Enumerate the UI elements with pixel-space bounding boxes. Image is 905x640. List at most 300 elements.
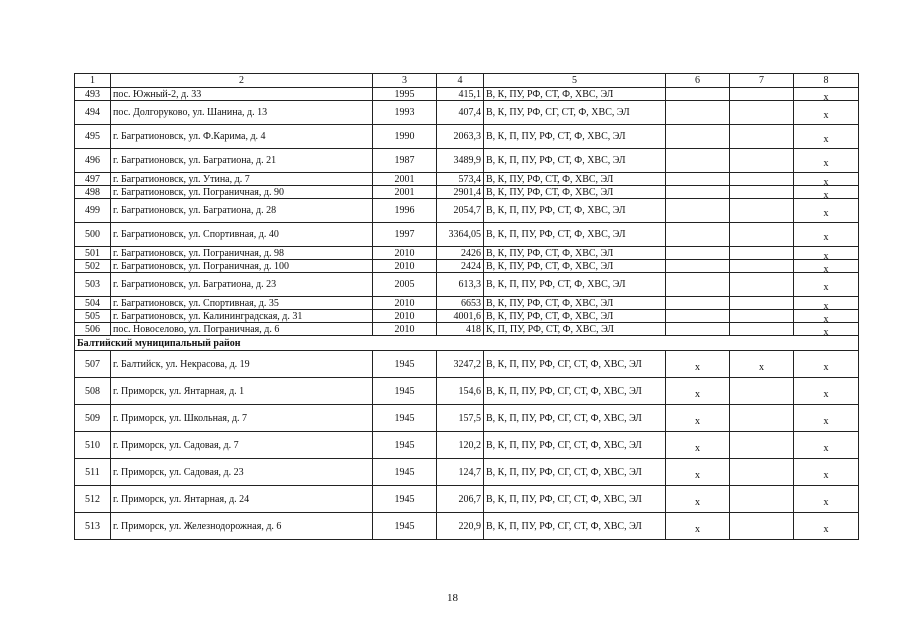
col6-mark: х	[695, 442, 700, 454]
column-header-8: 8	[794, 74, 859, 88]
row-number: 497	[85, 173, 100, 185]
build-year-cell	[373, 101, 437, 125]
address-cell	[111, 125, 373, 149]
area-cell	[437, 297, 484, 310]
works-list: В, К, ПУ, РФ, СТ, Ф, ХВС, ЭЛ	[486, 186, 614, 198]
address: г. Багратионовск, ул. Калининградская, д. 31	[113, 310, 303, 322]
col7-mark-cell	[730, 297, 794, 310]
address-cell	[111, 310, 373, 323]
row-number-cell	[75, 323, 111, 336]
works-list-cell	[484, 247, 666, 260]
row-number-cell	[75, 101, 111, 125]
row-number: 512	[85, 493, 100, 505]
col6-mark-cell	[666, 149, 730, 173]
address-cell	[111, 260, 373, 273]
area: 4001,6	[453, 310, 481, 322]
col6-mark-cell	[666, 351, 730, 378]
area-cell	[437, 101, 484, 125]
col8-mark-cell	[794, 125, 859, 149]
address: г. Багратионовск, ул. Ф.Карима, д. 4	[113, 131, 266, 142]
works-list-cell	[484, 459, 666, 486]
works-list-cell	[484, 125, 666, 149]
col7-mark-cell	[730, 173, 794, 186]
area: 2901,4	[453, 186, 481, 198]
row-number: 501	[85, 247, 100, 259]
area-cell	[437, 223, 484, 247]
works-list: В, К, П, ПУ, РФ, СГ, СТ, Ф, ХВС, ЭЛ	[486, 466, 642, 478]
col8-mark: х	[823, 313, 829, 323]
area-cell	[437, 247, 484, 260]
area-cell	[437, 351, 484, 378]
col6-mark-cell	[666, 260, 730, 273]
row-number: 507	[85, 358, 100, 370]
address-cell	[111, 223, 373, 247]
col8-mark: х	[823, 232, 829, 243]
area-cell	[437, 310, 484, 323]
col6-mark-cell	[666, 297, 730, 310]
area: 573,4	[458, 173, 481, 185]
col8-mark: х	[823, 496, 829, 508]
row-number: 503	[85, 279, 100, 290]
table-row	[75, 486, 859, 513]
col8-mark-cell	[794, 199, 859, 223]
address: г. Приморск, ул. Янтарная, д. 1	[113, 385, 245, 397]
area: 3247,2	[453, 358, 481, 370]
table-row	[75, 223, 859, 247]
row-number: 495	[85, 131, 100, 142]
col6-mark-cell	[666, 125, 730, 149]
build-year: 2010	[394, 297, 415, 309]
address-cell	[111, 186, 373, 199]
works-list-cell	[484, 432, 666, 459]
area: 2054,7	[453, 205, 481, 216]
address: г. Приморск, ул. Железнодорожная, д. 6	[113, 520, 282, 532]
works-list: В, К, П, ПУ, РФ, СТ, Ф, ХВС, ЭЛ	[486, 205, 626, 216]
build-year: 1993	[394, 107, 415, 118]
area: 3364,05	[448, 229, 481, 240]
row-number-cell	[75, 486, 111, 513]
col7-mark-cell	[730, 88, 794, 101]
address: г. Приморск, ул. Школьная, д. 7	[113, 412, 248, 424]
build-year-cell	[373, 310, 437, 323]
area: 124,7	[458, 466, 481, 478]
works-list: В, К, ПУ, РФ, СТ, Ф, ХВС, ЭЛ	[486, 310, 614, 322]
works-list-cell	[484, 405, 666, 432]
works-list: В, К, ПУ, РФ, СТ, Ф, ХВС, ЭЛ	[486, 88, 614, 100]
area-cell	[437, 125, 484, 149]
col8-mark-cell	[794, 149, 859, 173]
area: 3489,9	[453, 155, 481, 166]
area: 2063,3	[453, 131, 481, 142]
build-year-cell	[373, 459, 437, 486]
col6-mark-cell	[666, 486, 730, 513]
build-year-cell	[373, 173, 437, 186]
area-cell	[437, 432, 484, 459]
address-cell	[111, 513, 373, 540]
works-list: В, К, П, ПУ, РФ, СГ, СТ, Ф, ХВС, ЭЛ	[486, 385, 642, 397]
address-cell	[111, 432, 373, 459]
build-year: 2001	[394, 173, 415, 185]
col7-mark-cell	[730, 378, 794, 405]
address-cell	[111, 297, 373, 310]
col7-mark-cell	[730, 513, 794, 540]
address: г. Приморск, ул. Садовая, д. 7	[113, 439, 239, 451]
area: 206,7	[458, 493, 481, 505]
works-list: В, К, ПУ, РФ, СТ, Ф, ХВС, ЭЛ	[486, 260, 614, 272]
column-header-7: 7	[730, 74, 794, 88]
col8-mark-cell	[794, 260, 859, 273]
row-number-cell	[75, 149, 111, 173]
col6-mark-cell	[666, 378, 730, 405]
col6-mark-cell	[666, 459, 730, 486]
works-list-cell	[484, 323, 666, 336]
table-row	[75, 273, 859, 297]
col7-mark-cell	[730, 223, 794, 247]
build-year: 2005	[394, 279, 415, 290]
row-number-cell	[75, 310, 111, 323]
works-list-cell	[484, 173, 666, 186]
address-cell	[111, 459, 373, 486]
build-year-cell	[373, 432, 437, 459]
column-header-3: 3	[373, 74, 437, 88]
table-row	[75, 260, 859, 273]
row-number: 508	[85, 385, 100, 397]
address: г. Приморск, ул. Садовая, д. 23	[113, 466, 244, 478]
col6-mark: х	[695, 388, 700, 400]
area-cell	[437, 486, 484, 513]
col8-mark: х	[823, 263, 829, 273]
build-year: 2001	[394, 186, 415, 198]
address: г. Багратионовск, ул. Спортивная, д. 35	[113, 297, 279, 309]
build-year: 1996	[394, 205, 415, 216]
address: г. Багратионовск, ул. Пограничная, д. 100	[113, 260, 289, 272]
col8-mark: х	[823, 361, 829, 373]
works-list: В, К, ПУ, РФ, СТ, Ф, ХВС, ЭЛ	[486, 297, 614, 309]
col8-mark-cell	[794, 459, 859, 486]
address-cell	[111, 323, 373, 336]
col7-mark-cell	[730, 351, 794, 378]
area-cell	[437, 273, 484, 297]
row-number-cell	[75, 223, 111, 247]
col7-mark-cell	[730, 149, 794, 173]
col6-mark-cell	[666, 405, 730, 432]
area-cell	[437, 88, 484, 101]
col8-mark: х	[823, 110, 829, 121]
build-year: 1997	[394, 229, 415, 240]
table-body	[75, 74, 859, 540]
works-list: К, П, ПУ, РФ, СТ, Ф, ХВС, ЭЛ	[486, 323, 614, 335]
area: 415,1	[458, 88, 481, 100]
build-year: 1945	[394, 493, 415, 505]
address-cell	[111, 378, 373, 405]
column-header-2: 2	[111, 74, 373, 88]
build-year-cell	[373, 223, 437, 247]
col6-mark-cell	[666, 186, 730, 199]
area: 2424	[461, 260, 481, 272]
col8-mark-cell	[794, 273, 859, 297]
col7-mark-cell	[730, 310, 794, 323]
area: 120,2	[458, 439, 481, 451]
table-row	[75, 323, 859, 336]
col7-mark-cell	[730, 459, 794, 486]
col6-mark-cell	[666, 432, 730, 459]
address: г. Балтийск, ул. Некрасова, д. 19	[113, 358, 250, 370]
col6-mark: х	[695, 415, 700, 427]
col6-mark: х	[695, 523, 700, 535]
address: пос. Южный-2, д. 33	[113, 88, 202, 100]
area-cell	[437, 149, 484, 173]
table-row	[75, 101, 859, 125]
address: пос. Новоселово, ул. Пограничная, д. 6	[113, 323, 280, 335]
area: 613,3	[458, 279, 481, 290]
housing-register-table	[74, 73, 859, 540]
table-row	[75, 378, 859, 405]
build-year-cell	[373, 125, 437, 149]
build-year-cell	[373, 486, 437, 513]
col7-mark-cell	[730, 101, 794, 125]
col6-mark-cell	[666, 223, 730, 247]
build-year: 2010	[394, 260, 415, 272]
works-list: В, К, П, ПУ, РФ, СТ, Ф, ХВС, ЭЛ	[486, 229, 626, 240]
address-cell	[111, 149, 373, 173]
works-list-cell	[484, 273, 666, 297]
address: г. Багратионовск, ул. Багратиона, д. 21	[113, 155, 277, 166]
row-number: 505	[85, 310, 100, 322]
col8-mark-cell	[794, 247, 859, 260]
works-list: В, К, ПУ, РФ, СТ, Ф, ХВС, ЭЛ	[486, 173, 614, 185]
col8-mark: х	[823, 158, 829, 169]
col7-mark-cell	[730, 432, 794, 459]
row-number: 500	[85, 229, 100, 240]
table-row	[75, 247, 859, 260]
area-cell	[437, 405, 484, 432]
works-list: В, К, П, ПУ, РФ, СТ, Ф, ХВС, ЭЛ	[486, 155, 626, 166]
section-title: Балтийский муниципальный район	[75, 336, 859, 351]
table-row	[75, 310, 859, 323]
build-year: 1945	[394, 358, 415, 370]
works-list-cell	[484, 186, 666, 199]
row-number: 506	[85, 323, 100, 335]
col8-mark: х	[823, 388, 829, 400]
col7-mark-cell	[730, 260, 794, 273]
col8-mark-cell	[794, 88, 859, 101]
table-row	[75, 432, 859, 459]
address: пос. Долгоруково, ул. Шанина, д. 13	[113, 107, 268, 118]
address: г. Багратионовск, ул. Спортивная, д. 40	[113, 229, 279, 240]
col8-mark-cell	[794, 378, 859, 405]
row-number-cell	[75, 351, 111, 378]
col8-mark-cell	[794, 351, 859, 378]
build-year: 1987	[394, 155, 415, 166]
works-list: В, К, П, ПУ, РФ, СГ, СТ, Ф, ХВС, ЭЛ	[486, 358, 642, 370]
table-row	[75, 149, 859, 173]
works-list-cell	[484, 260, 666, 273]
table-row	[75, 459, 859, 486]
build-year-cell	[373, 260, 437, 273]
build-year: 1945	[394, 520, 415, 532]
row-number-cell	[75, 173, 111, 186]
table-row	[75, 173, 859, 186]
col7-mark-cell	[730, 125, 794, 149]
build-year: 2010	[394, 323, 415, 335]
col8-mark: х	[823, 300, 829, 310]
build-year-cell	[373, 149, 437, 173]
works-list-cell	[484, 378, 666, 405]
build-year: 1945	[394, 466, 415, 478]
col8-mark-cell	[794, 486, 859, 513]
col8-mark-cell	[794, 310, 859, 323]
col6-mark: х	[695, 469, 700, 481]
works-list-cell	[484, 351, 666, 378]
row-number: 499	[85, 205, 100, 216]
address-cell	[111, 88, 373, 101]
address: г. Багратионовск, ул. Багратиона, д. 28	[113, 205, 277, 216]
works-list-cell	[484, 513, 666, 540]
col8-mark: х	[823, 176, 829, 186]
area: 407,4	[458, 107, 481, 118]
col7-mark-cell	[730, 323, 794, 336]
row-number: 509	[85, 412, 100, 424]
row-number-cell	[75, 273, 111, 297]
address-cell	[111, 101, 373, 125]
row-number-cell	[75, 186, 111, 199]
build-year-cell	[373, 378, 437, 405]
col8-mark-cell	[794, 405, 859, 432]
works-list-cell	[484, 223, 666, 247]
row-number-cell	[75, 459, 111, 486]
address: г. Багратионовск, ул. Пограничная, д. 90	[113, 186, 284, 198]
col8-mark: х	[823, 208, 829, 219]
row-number-cell	[75, 125, 111, 149]
area: 157,5	[458, 412, 481, 424]
works-list: В, К, П, ПУ, РФ, СТ, Ф, ХВС, ЭЛ	[486, 279, 626, 290]
col6-mark-cell	[666, 101, 730, 125]
works-list-cell	[484, 486, 666, 513]
area-cell	[437, 260, 484, 273]
col8-mark: х	[823, 250, 829, 260]
address-cell	[111, 351, 373, 378]
column-header-1: 1	[75, 74, 111, 88]
col7-mark: х	[759, 361, 764, 373]
works-list: В, К, П, ПУ, РФ, СГ, СТ, Ф, ХВС, ЭЛ	[486, 439, 642, 451]
row-number: 510	[85, 439, 100, 451]
col8-mark: х	[823, 415, 829, 427]
col8-mark-cell	[794, 101, 859, 125]
col8-mark-cell	[794, 223, 859, 247]
address: г. Багратионовск, ул. Пограничная, д. 98	[113, 247, 284, 259]
address-cell	[111, 273, 373, 297]
works-list-cell	[484, 88, 666, 101]
col7-mark-cell	[730, 273, 794, 297]
col6-mark-cell	[666, 199, 730, 223]
col7-mark-cell	[730, 186, 794, 199]
area-cell	[437, 459, 484, 486]
column-number-header-row	[75, 74, 859, 88]
build-year-cell	[373, 297, 437, 310]
build-year-cell	[373, 513, 437, 540]
works-list: В, К, ПУ, РФ, СГ, СТ, Ф, ХВС, ЭЛ	[486, 107, 630, 118]
col6-mark: х	[695, 361, 700, 373]
col8-mark: х	[823, 326, 829, 336]
area: 220,9	[458, 520, 481, 532]
build-year: 2010	[394, 247, 415, 259]
table-row	[75, 405, 859, 432]
col8-mark-cell	[794, 186, 859, 199]
col8-mark-cell	[794, 513, 859, 540]
area-cell	[437, 513, 484, 540]
works-list-cell	[484, 101, 666, 125]
col8-mark: х	[823, 189, 829, 199]
works-list: В, К, П, ПУ, РФ, СТ, Ф, ХВС, ЭЛ	[486, 131, 626, 142]
col7-mark-cell	[730, 405, 794, 432]
address-cell	[111, 247, 373, 260]
col6-mark: х	[695, 496, 700, 508]
build-year: 1945	[394, 385, 415, 397]
area-cell	[437, 199, 484, 223]
row-number: 502	[85, 260, 100, 272]
build-year-cell	[373, 323, 437, 336]
col7-mark-cell	[730, 247, 794, 260]
table-row	[75, 351, 859, 378]
area: 154,6	[458, 385, 481, 397]
col8-mark: х	[823, 282, 829, 293]
address-cell	[111, 173, 373, 186]
area: 2426	[461, 247, 481, 259]
col7-mark-cell	[730, 199, 794, 223]
row-number: 493	[85, 88, 100, 100]
area-cell	[437, 173, 484, 186]
build-year: 1995	[394, 88, 415, 100]
table-row	[75, 513, 859, 540]
column-header-6: 6	[666, 74, 730, 88]
works-list-cell	[484, 149, 666, 173]
build-year: 1945	[394, 412, 415, 424]
table-row	[75, 125, 859, 149]
col6-mark-cell	[666, 173, 730, 186]
build-year-cell	[373, 247, 437, 260]
build-year-cell	[373, 199, 437, 223]
table-row	[75, 199, 859, 223]
col8-mark: х	[823, 469, 829, 481]
build-year-cell	[373, 186, 437, 199]
col8-mark-cell	[794, 432, 859, 459]
row-number: 498	[85, 186, 100, 198]
section-header-row	[75, 336, 859, 351]
row-number: 511	[85, 466, 100, 478]
column-header-5: 5	[484, 74, 666, 88]
table-row	[75, 297, 859, 310]
works-list: В, К, ПУ, РФ, СТ, Ф, ХВС, ЭЛ	[486, 247, 614, 259]
row-number-cell	[75, 88, 111, 101]
col6-mark-cell	[666, 323, 730, 336]
row-number: 513	[85, 520, 100, 532]
row-number-cell	[75, 513, 111, 540]
col8-mark: х	[823, 134, 829, 145]
page-number: 18	[447, 592, 458, 604]
address-cell	[111, 486, 373, 513]
build-year: 2010	[394, 310, 415, 322]
col8-mark: х	[823, 442, 829, 454]
address: г. Багратионовск, ул. Утина, д. 7	[113, 173, 250, 185]
row-number-cell	[75, 432, 111, 459]
row-number-cell	[75, 378, 111, 405]
build-year: 1990	[394, 131, 415, 142]
build-year-cell	[373, 351, 437, 378]
build-year-cell	[373, 88, 437, 101]
col8-mark: х	[823, 523, 829, 535]
col6-mark-cell	[666, 513, 730, 540]
col8-mark-cell	[794, 173, 859, 186]
